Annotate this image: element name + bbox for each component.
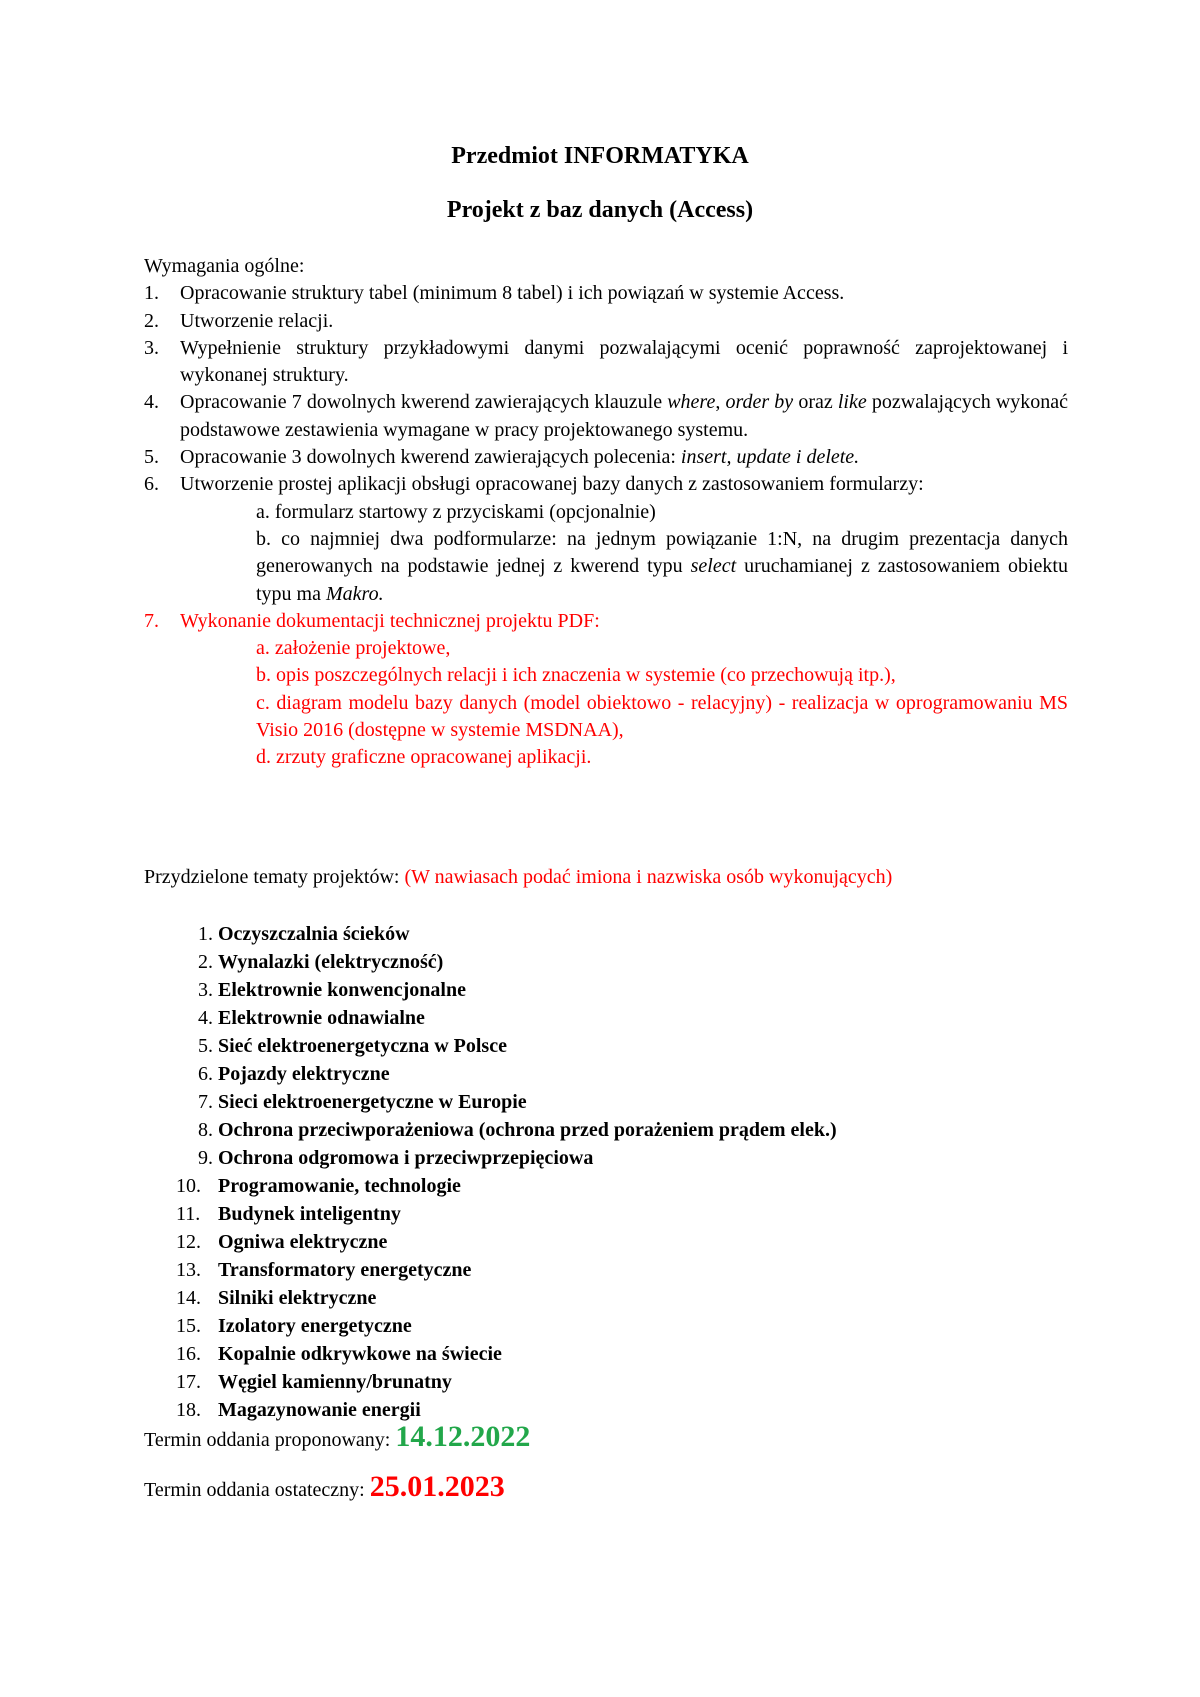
topic-item	[180, 1088, 837, 1116]
topic-item	[176, 1172, 837, 1200]
topic-label: Silniki elektryczne	[218, 1287, 377, 1309]
keyword-select: select	[690, 555, 737, 578]
keyword-where: where	[667, 391, 716, 414]
page-title: Przedmiot INFORMATYKA	[451, 143, 749, 169]
topic-number: 11.	[176, 1203, 201, 1225]
requirement-text: Opracowanie 3 dowolnych kwerend zawierających polecenia:	[180, 446, 681, 469]
requirement-item	[144, 308, 1068, 335]
requirement-subitem	[180, 526, 1068, 608]
requirement-subitem: a. założenie projektowe,	[256, 637, 451, 660]
requirement-number: 6.	[144, 473, 159, 496]
keyword-order-by: order by	[725, 391, 794, 414]
requirement-number: 7.	[144, 609, 159, 632]
requirement-subitem: c. diagram modelu bazy danych (model obiektowo - relacyjny) - realizacja w oprogramowaniu MS Visio 2016 (dostępne w systemie MSDNAA),	[256, 691, 1068, 742]
deadline-proposed-label: Termin oddania proponowany:	[144, 1429, 396, 1451]
requirement-number: 3.	[144, 336, 159, 359]
topic-number: 7.	[198, 1091, 213, 1113]
topic-number: 12.	[176, 1231, 201, 1253]
requirement-item	[144, 335, 1068, 390]
topic-item	[176, 1368, 837, 1396]
topic-number: 2.	[198, 951, 213, 973]
topic-label: Elektrownie konwencjonalne	[218, 979, 466, 1001]
topic-label: Węgiel kamienny/brunatny	[218, 1371, 452, 1393]
deadline-proposed	[144, 1420, 530, 1454]
deadline-final-date: 25.01.2023	[369, 1470, 505, 1503]
page-subtitle: Projekt z baz danych (Access)	[446, 197, 754, 223]
topic-item	[180, 1060, 837, 1088]
topic-label: Ochrona odgromowa i przeciwprzepięciowa	[218, 1147, 594, 1169]
requirement-text: Utworzenie relacji.	[180, 309, 334, 332]
topic-label: Sieci elektroenergetyczne w Europie	[218, 1091, 527, 1113]
topic-label: Programowanie, technologie	[218, 1175, 461, 1197]
requirement-number: 4.	[144, 391, 159, 414]
requirements-list	[144, 280, 1068, 771]
requirement-number: 5.	[144, 446, 159, 469]
topic-label: Budynek inteligentny	[218, 1203, 401, 1225]
topic-item	[180, 976, 837, 1004]
requirement-text: Wykonanie dokumentacji technicznej projektu PDF:	[180, 609, 600, 632]
topic-label: Magazynowanie energii	[218, 1399, 421, 1421]
topic-number: 3.	[198, 979, 213, 1001]
topic-number: 8.	[198, 1119, 213, 1141]
topic-item	[180, 1032, 837, 1060]
requirements-heading: Wymagania ogólne:	[144, 255, 305, 277]
topic-number: 5.	[198, 1035, 213, 1057]
keyword-commands: insert, update i delete.	[680, 446, 860, 469]
topic-label: Pojazdy elektryczne	[218, 1063, 390, 1085]
requirement-item	[144, 389, 1068, 444]
topic-number: 17.	[176, 1371, 201, 1393]
topic-number: 6.	[198, 1063, 213, 1085]
topic-number: 15.	[176, 1315, 201, 1337]
topic-item	[176, 1200, 837, 1228]
topic-number: 9.	[198, 1147, 213, 1169]
topic-label: Sieć elektroenergetyczna w Polsce	[218, 1035, 507, 1057]
topic-number: 14.	[176, 1287, 201, 1309]
keyword-makro: Makro.	[326, 582, 384, 605]
topic-label: Izolatory energetyczne	[218, 1315, 412, 1337]
requirement-number: 1.	[144, 282, 159, 305]
keyword-like: like	[837, 391, 867, 414]
requirement-subitem: d. zrzuty graficzne opracowanej aplikacji.	[256, 746, 592, 769]
topic-item	[176, 1228, 837, 1256]
topic-item	[180, 1144, 837, 1172]
requirement-text: Opracowanie struktury tabel (minimum 8 tabel) i ich powiązań w systemie Access.	[180, 282, 845, 305]
subitem-text: uruchamianej z zastosowaniem obiektu typu ma	[256, 555, 1068, 605]
topics-heading-text: Przydzielone tematy projektów:	[144, 866, 405, 888]
requirement-text: Opracowanie 7 dowolnych kwerend zawierających klauzule	[180, 391, 668, 414]
topics-heading	[144, 864, 892, 891]
topic-item	[180, 1116, 837, 1144]
topic-label: Elektrownie odnawialne	[218, 1007, 425, 1029]
topic-item	[180, 948, 837, 976]
requirement-text: oraz	[793, 391, 838, 414]
deadline-final-label: Termin oddania ostateczny:	[144, 1479, 370, 1501]
topic-item	[176, 1312, 837, 1340]
topic-number: 18.	[176, 1399, 201, 1421]
topic-number: 13.	[176, 1259, 201, 1281]
requirement-text: ,	[715, 391, 726, 414]
topic-item	[180, 1004, 837, 1032]
topic-label: Ochrona przeciwporażeniowa (ochrona przed porażeniem prądem elek.)	[218, 1119, 837, 1141]
topics-list	[176, 920, 837, 1424]
topic-number: 16.	[176, 1343, 201, 1365]
requirement-item	[144, 444, 1068, 471]
topic-label: Transformatory energetyczne	[218, 1259, 472, 1281]
topic-number: 4.	[198, 1007, 213, 1029]
requirement-text: Wypełnienie struktury przykładowymi danymi pozwalającymi ocenić poprawność zaprojektowanej i wykonanej struktury.	[180, 336, 1068, 387]
subitem-text: b. co najmniej dwa podformularze: na jednym powiązanie 1:N, na drugim prezentacja danych generowanych na podstawie jednej z kwerend typu	[256, 527, 1068, 578]
requirements-section	[144, 253, 1068, 772]
topic-label: Kopalnie odkrywkowe na świecie	[218, 1343, 502, 1365]
topic-number: 10.	[176, 1175, 201, 1197]
requirement-text: Utworzenie prostej aplikacji obsługi opracowanej bazy danych z zastosowaniem formularzy:	[180, 473, 924, 496]
requirement-subitem: b. opis poszczególnych relacji i ich znaczenia w systemie (co przechowują itp.),	[256, 664, 896, 687]
deadline-proposed-date: 14.12.2022	[395, 1420, 531, 1453]
topic-item	[180, 920, 837, 948]
topic-item	[176, 1284, 837, 1312]
topic-item	[176, 1256, 837, 1284]
topic-label: Ogniwa elektryczne	[218, 1231, 388, 1253]
topic-label: Wynalazki (elektryczność)	[218, 951, 444, 973]
requirement-item	[144, 471, 1068, 607]
deadline-final	[144, 1470, 505, 1504]
requirement-item-documentation	[144, 608, 1068, 772]
requirement-number: 2.	[144, 309, 159, 332]
requirement-item	[144, 280, 1068, 307]
topics-note: (W nawiasach podać imiona i nazwiska osób wykonujących)	[404, 866, 893, 888]
topic-item	[176, 1340, 837, 1368]
topic-number: 1.	[198, 923, 213, 945]
requirement-text: pozwalających wykonać podstawowe zestawienia wymagane w pracy projektowanego systemu.	[180, 391, 1069, 441]
requirement-subitem: a. formularz startowy z przyciskami (opcjonalnie)	[256, 500, 656, 523]
topic-label: Oczyszczalnia ścieków	[218, 923, 410, 945]
